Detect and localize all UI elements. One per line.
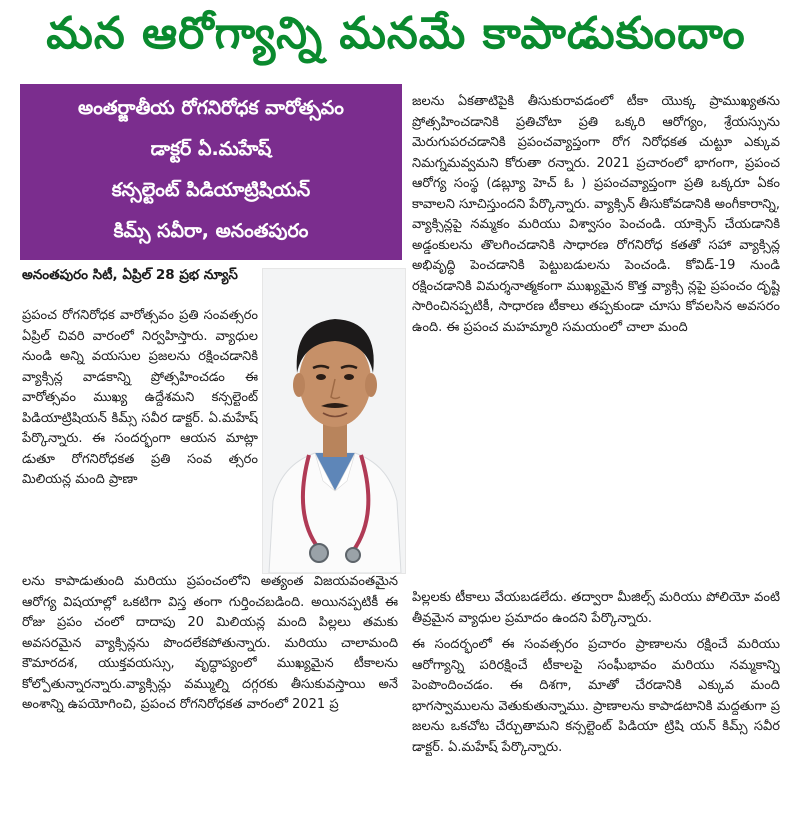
byline-box — [20, 84, 402, 260]
article-paragraph: పిల్లలకు టీకాలు వేయబడలేదు. తద్వారా మీజిల్స్ మరియు పోలియో వంటి తీవ్రమైన వ్యాధుల ప్రమాదం ఉందని పేర్కొన్నారు. — [412, 590, 780, 626]
article-column-right: జలను ఏకతాటిపైకి తీసుకురావడంలో టీకా యొక్క ప్రాముఖ్యతను ప్రోత్సహించడానికి ప్రతిచోటా ప్రతి ఒక్కరి ఆరోగ్యం, శ్రేయస్సును మెరుగుపరచడానికి ప్రపంచవ్యాప్తంగా రోగ నిరోధకత చుట్టూ ఎక్కువ నిమగ్నమవ్వమని కోరుతా రన్నారు. 2021 ప్రచారంలో భాగంగా, ప్రపంచ ఆరోగ్య సంస్థ (డబ్ల్యూ హెచ్ ఓ ) ప్రపంచవ్యాప్తంగా ప్రతి ఒక్కరూ ఏకం కావాలని సూచిస్తుందని పేర్కొన్నారు. వ్యాక్సిన్ తీసుకోవడానికి అంగీకారాన్ని, వ్యాక్సిన్లపై నమ్మకం మరియు విశ్వాసం పెంచండి. యాక్సెస్ చేయడానికి అడ్డంకులను తొలగించడానికి సాధారణ రోగనిరోధ కతతో సహా వ్యాక్సిన్ల అభివృద్ధి పెంచడానికి పెట్టుబడులను పెంచండి. కోవిడ్-19 నుండి రక్షించడానికి విమర్శనాత్మకంగా ముఖ్యమైన కొత్త వ్యాక్సి న్లపై ప్రపంచం దృష్టి సారించినప్పటికీ, సాధారణ టీకాలు తప్పకుండా చూసు కోవలసిన అవసరం ఉంది. ఈ ప్రపంచ మహమ్మారి సమయంలో చాలా మంది — [412, 94, 780, 335]
headline: మన ఆరోగ్యాన్ని మనమే కాపాడుకుందాం — [46, 8, 746, 59]
doctor-photo — [262, 268, 406, 574]
dateline: అనంతపురం సిటీ, ఏప్రిల్ 28 ప్రభ న్యూస్ — [22, 267, 238, 283]
article-paragraph: ఈ సందర్భంలో ఈ సంవత్సరం ప్రచారం ప్రాణాలను రక్షించే మరియు ఆరోగ్యాన్ని పరిరక్షించే టీకాలపై సంఘీభావం మరియు నమ్మకాన్ని పెంపొందించడం. ఈ దిశగా, మాతో చేరడానికి ఎక్కువ మంది భాగస్వాములను వెతుకుతున్నాము. ప్రాణాలను కాపాడటానికి మద్దతుగా ప్ర జలను ఒకచోట చేర్చుతామని కన్సల్టెంట్ పిడియా ట్రిషి యన్ కిమ్స్ సవీర డాక్టర్. ఏ.మహేష్ పేర్కొన్నారు. — [412, 637, 780, 755]
doctor-portrait-icon — [263, 269, 405, 573]
article-column-left-bottom: లను కాపాడుతుంది మరియు ప్రపంచంలోని అత్యంత విజయవంతమైన ఆరోగ్య విషయాల్లో ఒకటిగా విస్త తంగా గుర్తించబడింది. అయినప్పటికీ ఈ రోజు ప్రపం చంలో దాదాపు 20 మిలియన్ల మంది పిల్లలు తమకు అవసరమైన వ్యాక్సిన్లను పొందలేకపోతున్నారు. మరియు చాలామంది కౌమారదశ, యుక్తవయస్సు, వృద్ధాప్యంలో ముఖ్యమైన టీకాలను కోల్పోతున్నారన్నారు.వ్యాక్సిన్లు వమ్ముల్ని దగ్గరకు తీసుకువస్తాయి అనే అంశాన్ని ఉపయోగించి, ప్రపంచ రోగనిరోధకత వారంలో 2021 ప్ర — [22, 574, 398, 712]
box-hospital: కిమ్స్ సవీరా, అనంతపురం — [113, 220, 309, 242]
paragraph-gap — [412, 629, 780, 635]
box-designation: కన్సల్టెంట్ పిడియాట్రిషియన్ — [111, 179, 311, 201]
article-column-left: ప్రపంచ రోగనిరోధక వారోత్సవం ప్రతి సంవత్సరం ఏప్రిల్ చివరి వారంలో నిర్వహిస్తారు. వ్యాధుల నుండి అన్ని వయసుల ప్రజలను రక్షించడానికి వ్యాక్సిన్ల వాడకాన్ని ప్రోత్సహించడం ఈ వారోత్సవం ముఖ్య ఉద్దేశమని కన్సల్టెంట్ పిడియాట్రిషియన్ కిమ్స్ సవీర డాక్టర్. ఏ.మహేష్ పేర్కొన్నారు. ఈ సందర్భంగా ఆయన మాట్లా డుతూ రోగనిరోధకత ప్రతి సంవ త్సరం మిలియన్ల మంది ప్రాణా — [22, 308, 258, 487]
article-column-right-bottom — [412, 588, 780, 834]
box-doctor-name: డాక్టర్ ఏ.మహేష్ — [150, 138, 272, 160]
box-event-title: అంతర్జాతీయ రోగనిరోధక వారోత్సవం — [78, 97, 344, 119]
